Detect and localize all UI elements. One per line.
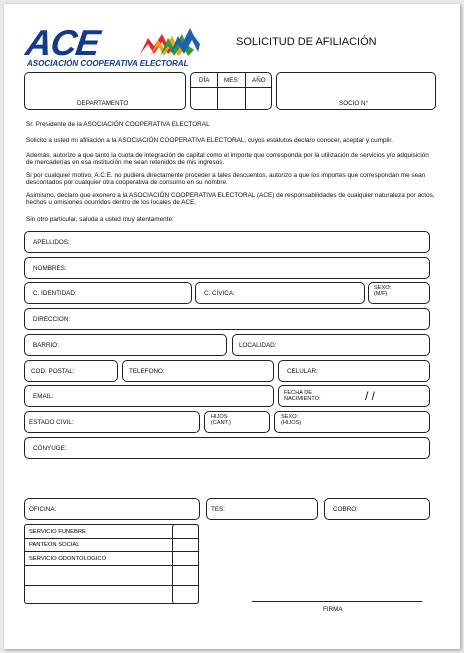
hijos-cant-field[interactable] — [204, 411, 270, 433]
fecha-nacimiento-label: FECHA DE NACIMIENTO: — [284, 390, 321, 403]
signature-label: FIRMA — [323, 606, 343, 613]
service-label-1: SERVICIO FUNEBRE — [29, 529, 86, 535]
greeting-text: Sr. Presidente de la ASOCIACIÓN COOPERATIVA ELECTORAL — [26, 121, 210, 128]
apellidos-label: APELLIDOS: — [33, 239, 70, 246]
departamento-label: DEPARTAMENTO — [77, 100, 129, 107]
conyuge-field[interactable] — [24, 437, 430, 459]
sexo-hijos-label: SEXO: (HIJOS) — [281, 414, 302, 427]
ace-logo-word: ACE — [23, 22, 102, 63]
nombres-field[interactable] — [24, 257, 430, 279]
check-divider-3 — [173, 565, 198, 566]
check-divider-4 — [173, 585, 198, 586]
barrio-field[interactable] — [24, 334, 227, 356]
services-check-column[interactable] — [172, 524, 199, 604]
fecha-box[interactable] — [190, 72, 272, 110]
cobro-label: COBRO: — [333, 506, 358, 513]
signature-line[interactable] — [252, 601, 422, 602]
logo-stripe-group — [140, 28, 200, 56]
telefono-field[interactable] — [122, 360, 274, 382]
tes-label: TES: — [211, 506, 225, 513]
email-label: EMAIL: — [33, 393, 54, 400]
ace-logo-subtitle: ASOCIACIÓN COOPERATIVA ELECTORAL — [27, 59, 189, 68]
cod-postal-field[interactable] — [24, 360, 118, 382]
departamento-box[interactable] — [24, 72, 186, 110]
paragraph-4: Asimismo, declaro que exonero a la ASOCIACIÓN COOPERATIVA ELECTORAL (ACE) de responsabilidades de cualquier naturaleza por actos, hechos u omisiones ocurridos dentro de los locales de ACE. — [26, 192, 435, 207]
civica-label: C. CIVICA: — [204, 290, 235, 297]
cobro-field[interactable] — [324, 498, 430, 520]
hijos-cant-label: HIJOS (CANT.) — [211, 414, 231, 427]
telefono-label: TELEFONO: — [129, 368, 165, 375]
localidad-field[interactable] — [232, 334, 430, 356]
ano-label: AÑO — [252, 77, 266, 84]
fecha-nacimiento-separators: / / — [365, 389, 376, 403]
cod-postal-label: COD. POSTAL: — [31, 368, 75, 375]
cedula-field[interactable] — [24, 282, 192, 304]
oficina-field[interactable] — [24, 498, 200, 520]
estado-civil-label: ESTADO CIVIL: — [29, 419, 74, 426]
celular-field[interactable] — [278, 360, 430, 382]
fecha-col-divider-1 — [217, 73, 218, 109]
direccion-field[interactable] — [24, 308, 430, 330]
check-divider-1 — [173, 538, 198, 539]
apellidos-field[interactable] — [24, 231, 430, 253]
service-label-2: PANTEON SOCIAL — [29, 542, 80, 548]
tes-field[interactable] — [206, 498, 318, 520]
direccion-label: DIRECCION: — [33, 316, 71, 323]
service-label-3: SERVICIO ODONTOLOGICO — [29, 556, 107, 562]
form-title: SOLICITUD DE AFILIACIÓN — [236, 36, 377, 48]
email-field[interactable] — [24, 385, 274, 407]
cedula-label: C. IDENTIDAD: — [33, 290, 77, 297]
estado-civil-field[interactable] — [24, 411, 200, 433]
sexo-field[interactable] — [368, 282, 430, 304]
ace-logo-stripes — [136, 24, 200, 58]
nombres-label: NOMBRES: — [33, 265, 67, 272]
paragraph-2: Además, autorizo a que tanto la cuota de integración de capital como el importe que corresponda por la utilización de servicios y/o adquisición de mercaderías en esa institución me sean retenidos de mis ingresos. — [26, 152, 429, 167]
form-page — [4, 4, 460, 649]
fecha-divider — [191, 87, 271, 88]
localidad-label: LOCALIDAD: — [239, 342, 277, 349]
paragraph-3: Si por cualquier motivo, A.C.E. no pudiera directamente proceder a tales descuentos, autorizo a que los importes que correspondan me sean descontados por cualquier otra cooperativa de consumo en su nombre. — [26, 172, 426, 187]
closing-text: Sin otro particular, saluda a usted muy atentamente: — [26, 216, 174, 223]
mes-label: MES — [224, 77, 238, 84]
conyuge-label: CÓNYUGE: — [33, 445, 67, 452]
paragraph-1: Solicito a usted mi afiliación a la ASOCIACIÓN COOPERATIVA ELECTORAL, cuyos estatutos declaro conocer, aceptar y cumplir. — [26, 137, 393, 144]
fecha-col-divider-2 — [245, 73, 246, 109]
check-divider-2 — [173, 551, 198, 552]
socio-label: SOCIO N° — [339, 100, 369, 107]
sexo-hijos-field[interactable] — [274, 411, 430, 433]
celular-label: CELULAR: — [287, 368, 318, 375]
socio-box[interactable] — [276, 72, 436, 110]
civica-field[interactable] — [195, 282, 365, 304]
sexo-label: SEXO: (M/F) — [374, 285, 392, 298]
dia-label: DÍA — [199, 77, 210, 84]
barrio-label: BARRIO: — [33, 342, 59, 349]
fecha-nacimiento-field[interactable] — [278, 385, 430, 407]
oficina-label: OFICINA: — [29, 506, 57, 513]
